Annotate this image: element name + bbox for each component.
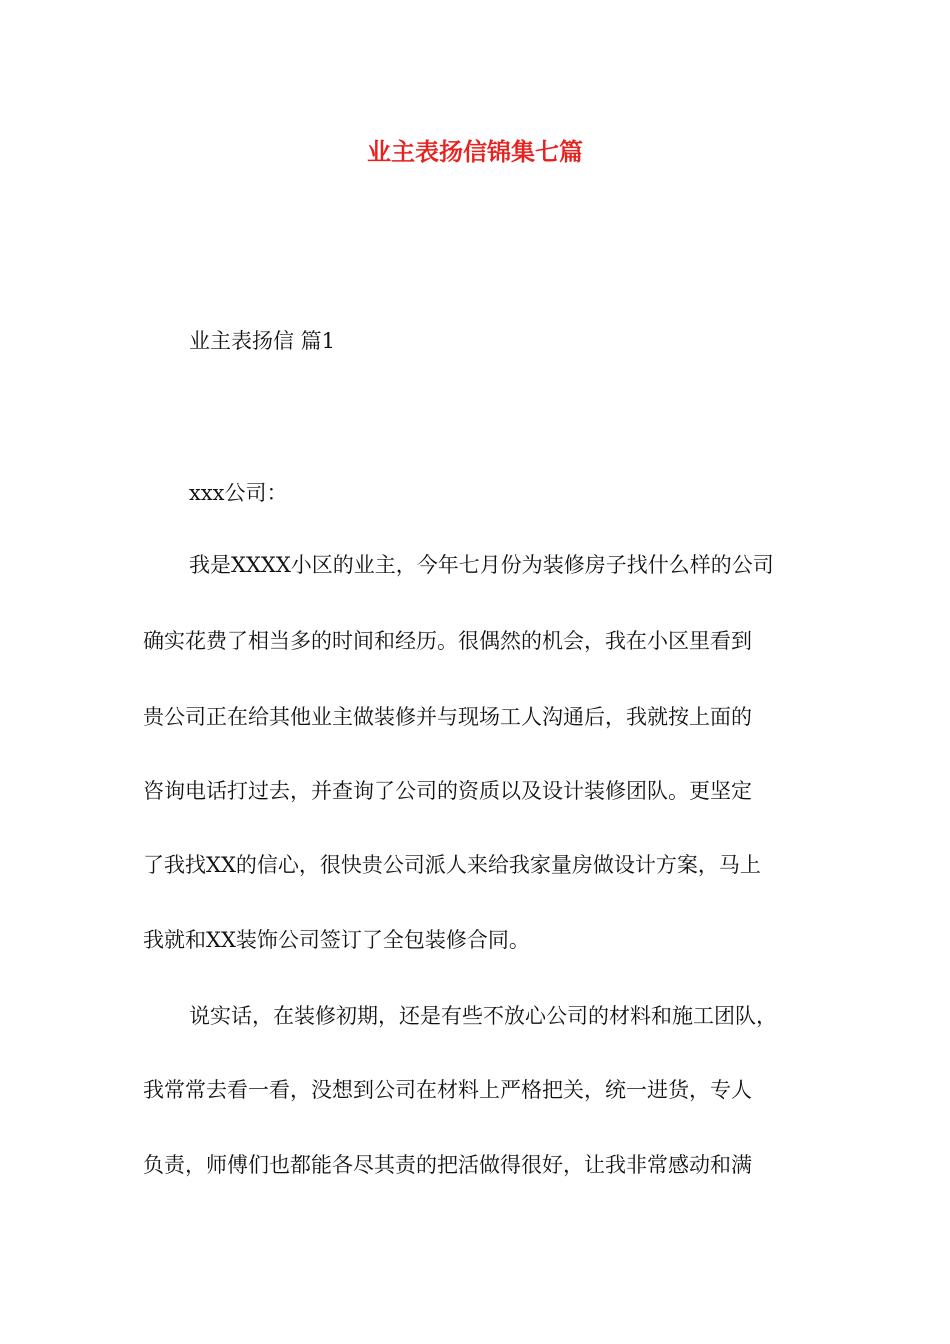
paragraph-1-line-2: 确实花费了相当多的时间和经历。很偶然的机会，我在小区里看到	[143, 629, 752, 653]
document-title: 业主表扬信锦集七篇	[367, 137, 583, 166]
paragraph-2-line-3: 负责，师傅们也都能各尽其责的把活做得很好，让我非常感动和满	[143, 1153, 752, 1177]
paragraph-1-line-4: 咨询电话打过去，并查询了公司的资质以及设计装修团队。更坚定	[143, 779, 752, 803]
paragraph-1-line-6: 我就和XX装饰公司签订了全包装修合同。	[143, 928, 530, 952]
section-heading: 业主表扬信 篇1	[189, 329, 336, 353]
paragraph-2-line-1: 说实话，在装修初期，还是有些不放心公司的材料和施工团队，	[189, 1004, 777, 1028]
paragraph-1-line-1: 我是XXXX小区的业主，今年七月份为装修房子找什么样的公司	[189, 553, 774, 577]
paragraph-1-line-5: 了我找XX的信心，很快贵公司派人来给我家量房做设计方案，马上	[143, 853, 761, 877]
paragraph-1-line-3: 贵公司正在给其他业主做装修并与现场工人沟通后，我就按上面的	[143, 705, 752, 729]
salutation: xxx公司：	[189, 481, 288, 505]
paragraph-2-line-2: 我常常去看一看，没想到公司在材料上严格把关，统一进货，专人	[143, 1078, 752, 1102]
